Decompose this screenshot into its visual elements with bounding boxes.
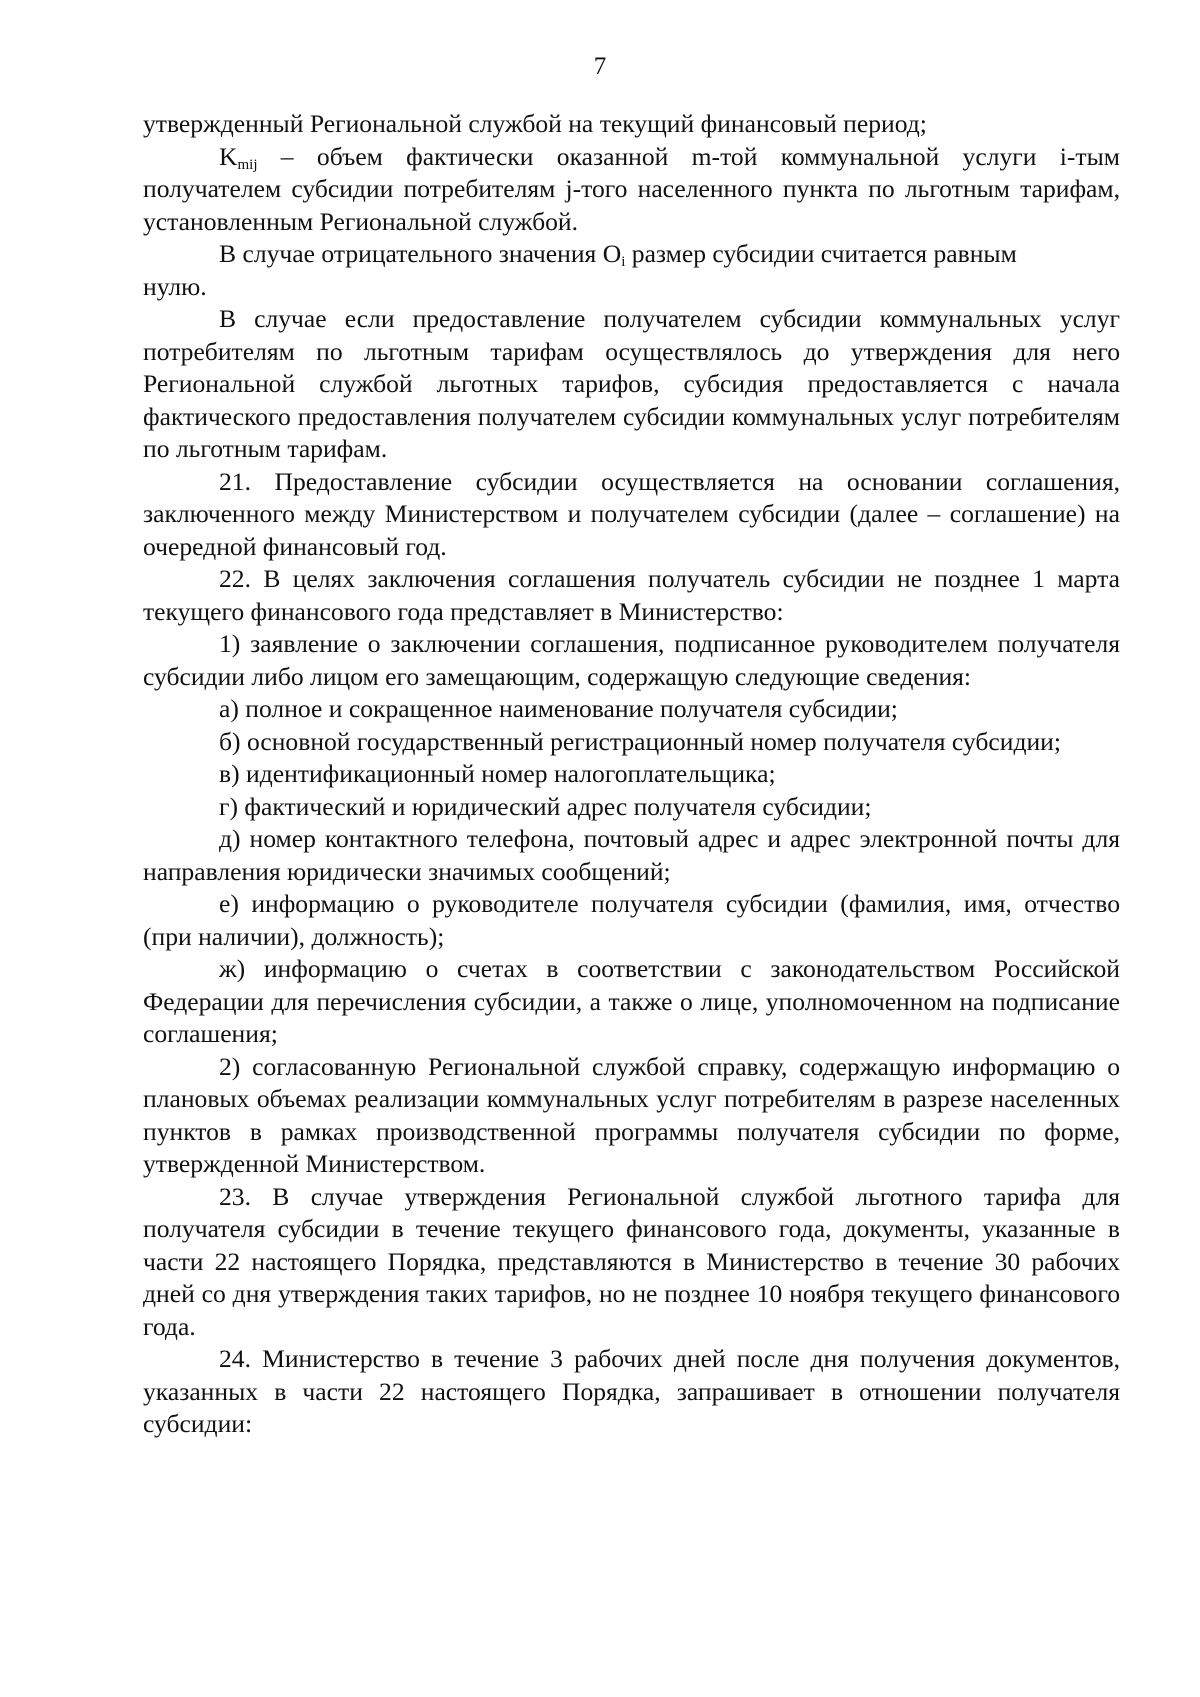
- paragraph-22: 22. В целях заключения соглашения получатель субсидии не позднее 1 марта текущего финансового года представляет в Министерство:: [143, 564, 1120, 626]
- list-item-22-2: 2) согласованную Региональной службой справку, содержащую информацию о плановых объемах реализации коммунальных услуг потребителям в разрезе населенных пунктов в рамках производственной программы получателя субсидии по форме, утвержденной Министерством.: [143, 1051, 1120, 1178]
- symbol-o-subscript: i: [621, 254, 626, 270]
- paragraph-24: 24. Министерство в течение 3 рабочих дней после дня получения документов, указанных в части 22 настоящего Порядка, запрашивает в отношении получателя субсидии:: [143, 1344, 1120, 1438]
- list-item-g: г) фактический и юридический адрес получателя субсидии;: [219, 791, 872, 821]
- symbol-k-subscript: mij: [237, 156, 258, 173]
- definition-dash: –: [257, 141, 317, 171]
- list-item-d: д) номер контактного телефона, почтовый адрес и адрес электронной почты для направления юридически значимых сообщений;: [143, 824, 1120, 886]
- paragraph-negative-value-end: нулю.: [143, 271, 207, 301]
- list-item-zh: ж) информацию о счетах в соответствии с законодательством Российской Федерации для перечисления субсидии, а также о лице, уполномоченном на подписание соглашения;: [143, 954, 1120, 1048]
- paragraph-continuation: утвержденный Региональной службой на текущий финансовый период;: [143, 109, 927, 138]
- list-item-a: а) полное и сокращенное наименование получателя субсидии;: [219, 694, 898, 723]
- list-item-b: б) основной государственный регистрационный номер получателя субсидии;: [219, 726, 1061, 756]
- paragraph-kmij-definition: [143, 141, 1120, 239]
- list-item-e: е) информацию о руководителе получателя субсидии (фамилия, имя, отчество (при наличии), должность);: [143, 889, 1120, 951]
- negative-case-before: В случае отрицательного значения: [219, 239, 603, 268]
- paragraph-21: 21. Предоставление субсидии осуществляется на основании соглашения, заключенного между Министерством и получателем субсидии (далее – соглашение) на очередной финансовый год.: [143, 466, 1120, 561]
- paragraph-negative-value: [143, 238, 1120, 271]
- page-number: 7: [593, 53, 607, 80]
- document-body: [143, 108, 1120, 1441]
- symbol-k-base: K: [219, 141, 238, 171]
- list-item-22-1: 1) заявление о заключении соглашения, подписанное руководителем получателя субсидии либо лицом его замещающим, содержащую следующие сведения:: [143, 629, 1120, 691]
- symbol-o-base: O: [602, 239, 622, 268]
- negative-case-after: размер субсидии считается равным: [625, 239, 1017, 268]
- list-item-v: в) идентификационный номер налогоплательщика;: [219, 759, 776, 788]
- definition-text: объем фактически оказанной m-той коммунальной услуги i-тым получателем субсидии потребителям j-того населенного пункта по льготным тарифам, установленным Региональной службой.: [143, 141, 1120, 236]
- paragraph-23: 23. В случае утверждения Региональной службой льготного тарифа для получателя субсидии в течение текущего финансового года, документы, указанные в части 22 настоящего Порядка, представляются в Министерство в течение 30 рабочих дней со дня утверждения таких тарифов, но не позднее 10 ноября текущего финансового года.: [143, 1181, 1120, 1341]
- paragraph-preferential-tariffs: В случае если предоставление получателем субсидии коммунальных услуг потребителям по льготным тарифам осуществлялось до утверждения для него Региональной службой льготных тарифов, субсидия предоставляется с начала фактического предоставления получателем субсидии коммунальных услуг потребителям по льготным тарифам.: [143, 304, 1120, 463]
